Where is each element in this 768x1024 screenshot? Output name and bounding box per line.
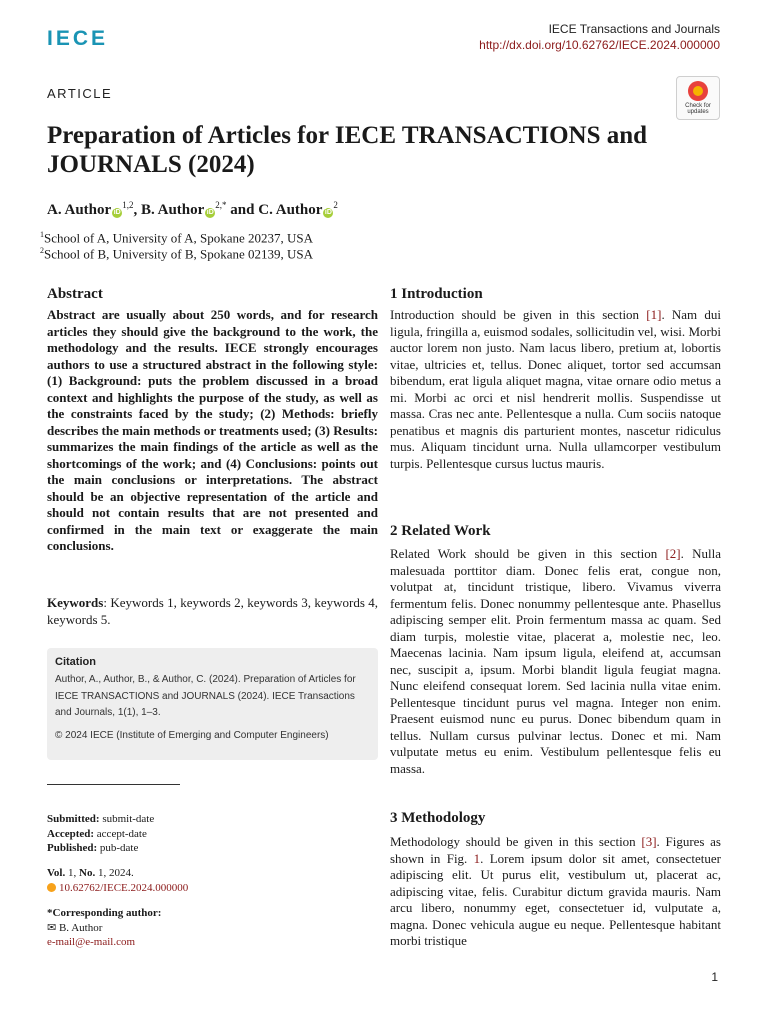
submitted-date: Submitted: submit-date: [47, 813, 155, 825]
check-updates-icon: [688, 81, 708, 101]
citation-box: [47, 648, 378, 760]
citation-ref[interactable]: [3]: [641, 834, 657, 849]
section-text-related-work: Related Work should be given in this section [2]. Nulla malesuada porttitor diam. Donec felis erat, congue non, volutpat at, tincidunt tristique, libero. Vivamus viverra fermentum felis. Donec nonummy pellentesque ante. Phasellus adipiscing semper elit. Proin fermentum massa ac quam. Sed diam turpis, molestie vitae, placerat a, molestie nec, leo. Maecenas lacinia. Nam ipsum ligula, eleifend at, accumsan nec, suscipit a, ipsum. Morbi blandit ligula feugiat magna. Nunc eleifend consequat lorem. Sed lacinia nulla vitae enim. Pellentesque tincidunt purus vel magna. Integer non enim. Praesent euismod nunc eu purus. Donec bibendum quam in tellus. Nullam cursus pulvinar lectus. Donec et mi. Nam vulputate metus eu enim. Vestibulum pellentesque felis eu massa.: [390, 546, 721, 776]
email-link[interactable]: e-mail@e-mail.com: [47, 936, 136, 948]
volume-issue: Vol. 1, No. 1, 2024.: [47, 867, 134, 879]
journal-logo: IECE: [47, 27, 109, 50]
author-list: [47, 200, 338, 219]
affiliation-text: School of B, University of B, Spokane 02139, USA: [44, 246, 314, 262]
check-updates-label: Check for updates: [685, 103, 711, 115]
abstract-heading: Abstract: [47, 286, 103, 302]
published-date: Published: pub-date: [47, 842, 139, 854]
doi-link[interactable]: http://dx.doi.org/10.62762/IECE.2024.000000: [479, 38, 720, 52]
orcid-icon[interactable]: iD: [324, 209, 332, 216]
corresponding-label: *Corresponding author:: [47, 907, 162, 919]
author-affiliation-marker: 2,*: [215, 200, 227, 210]
volume-info: [47, 866, 188, 895]
corresponding-name: B. Author: [58, 921, 103, 934]
affiliation-number: 2: [40, 246, 44, 255]
copyright-notice: © 2024 IECE (Institute of Emerging and Computer Engineers): [55, 729, 329, 741]
author-affiliation-marker: 1,2: [122, 200, 134, 210]
keywords-label: Keywords: [47, 595, 104, 610]
journal-name: IECE Transactions and Journals: [548, 22, 720, 36]
figure-ref[interactable]: 1: [473, 850, 481, 866]
submission-dates: [47, 812, 154, 856]
section-heading-introduction: 1 Introduction: [390, 286, 483, 302]
author-name: C. Author: [258, 202, 323, 218]
doi-icon: [47, 883, 56, 892]
section-text-methodology: Methodology should be given in this section [3]. Figures as shown in Fig. 1. Lorem ipsum dolor sit amet, consectetuer adipiscing elit. Ut purus elit, vestibulum ut, placerat ac, adipiscing vitae, felis. Curabitur dictum gravida mauris. Nam arcu libero, nonummy eget, consectetuer id, vulputate a, magna. Donec vehicula augue eu neque. Pellentesque habitant morbi tristique: [390, 834, 721, 948]
page-number: 1: [711, 970, 718, 984]
citation-ref[interactable]: [2]: [665, 546, 681, 561]
article-doi[interactable]: 10.62762/IECE.2024.000000: [47, 881, 188, 896]
orcid-icon[interactable]: iD: [113, 209, 121, 216]
section-text-introduction: Introduction should be given in this section [1]. Nam dui ligula, fringilla a, euismod sodales, sollicitudin vel, wisi. Morbi auctor lorem non justo. Nam lacus libero, pretium at, lobortis vitae, ultricies et, tellus. Donec aliquet, tortor sed accumsan bibendum, erat ligula aliquet magna, vitae ornare odio metus a mi. Morbi ac orci et nisl hendrerit mollis. Suspendisse ut massa. Cras nec ante. Pellentesque a nulla. Cum sociis natoque penatibus et magnis dis parturient montes, nascetur ridiculus mus. Aliquam tincidunt urna. Nulla ullamcorper vestibulum turpis. Pellentesque cursus luctus mauris.: [390, 307, 721, 471]
section-heading-related-work: 2 Related Work: [390, 523, 491, 539]
keywords-text: : Keywords 1, keywords 2, keywords 3, keywords 4, keywords 5.: [47, 595, 378, 627]
abstract-text: Abstract are usually about 250 words, and for research articles they should give the background to the work, the methodology and the results. IECE strongly encourages authors to use a structured abstract in the following style: (1) Background: puts the problem discussed in a broad context and highlights the purpose of the study, as well as the constraints faced by the study; (2) Methods: briefly describes the main methods or treatments used; (3) Results: summarizes the main findings of the article as well as the shortcomings of the work; and (4) Conclusions: points out the main conclusions or interpretations. The abstract should be an objective representation of the article and should not contain results that are not presented and confirmed in the main text or exaggerate the main conclusions.: [47, 307, 378, 553]
affiliation: [40, 246, 313, 262]
citation-text: Author, A., Author, B., & Author, C. (2024). Preparation of Articles for IECE TRANSACTIONS and JOURNALS (2024). IECE Transactions and Journals, 1(1), 1–3.: [55, 674, 356, 718]
affiliation: [40, 230, 313, 246]
author-name: B. Author: [140, 202, 205, 218]
author-name: A. Author: [47, 202, 112, 218]
orcid-icon[interactable]: iD: [206, 209, 214, 216]
paper-title: Preparation of Articles for IECE TRANSACTIONS and JOURNALS (2024): [47, 122, 648, 178]
article-type-label: ARTICLE: [47, 86, 113, 101]
corresponding-author: [47, 906, 161, 950]
author-separator: and: [226, 202, 259, 218]
affiliation-number: 1: [40, 230, 44, 239]
accepted-date: Accepted: accept-date: [47, 827, 147, 840]
keywords: [47, 595, 378, 628]
section-heading-methodology: 3 Methodology: [390, 810, 486, 826]
check-for-updates-badge[interactable]: [676, 76, 720, 120]
affiliation-text: School of A, University of A, Spokane 20237, USA: [44, 230, 314, 246]
author-affiliation-marker: 2: [333, 200, 338, 210]
author-separator: ,: [133, 202, 141, 218]
envelope-icon: ✉: [47, 921, 57, 934]
divider: [47, 784, 180, 785]
citation-heading: Citation: [55, 656, 96, 668]
citation-ref[interactable]: [1]: [646, 307, 662, 322]
